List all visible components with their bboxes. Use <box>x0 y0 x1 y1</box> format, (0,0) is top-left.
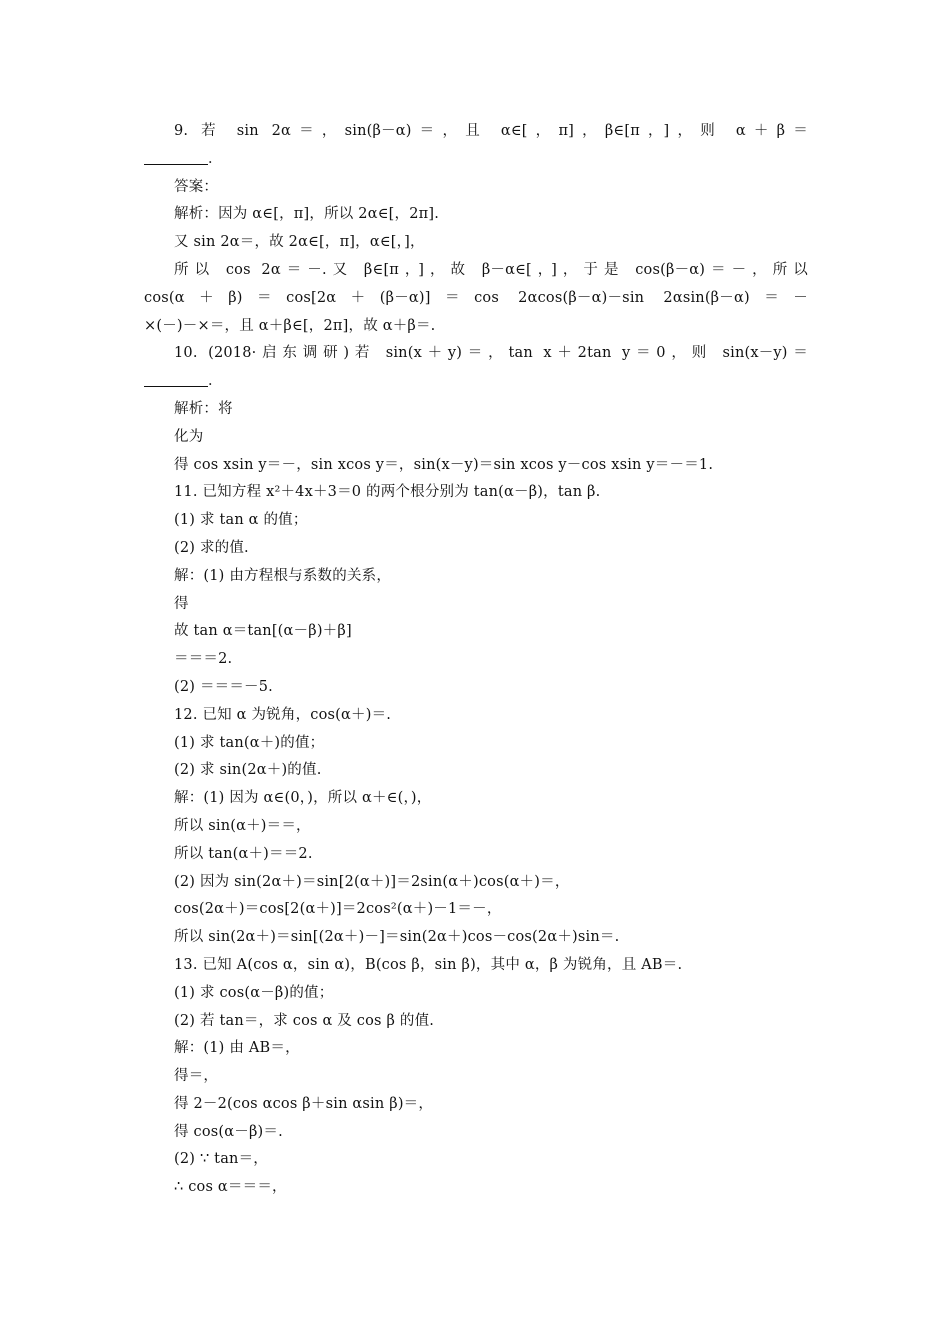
text-line <box>144 896 808 924</box>
line-text: cos(2α＋)＝cos[2(α＋)]＝2cos²(α＋)－1＝－， <box>174 901 502 918</box>
line-text: 解：(1) 由 AB＝， <box>174 1040 300 1057</box>
text-line <box>144 368 808 396</box>
line-text: 解：(1) 因为 α∈(0，)，所以 α＋∈(，)， <box>174 790 432 807</box>
text-line <box>144 757 808 785</box>
line-text: 故 tan α＝tan[(α－β)＋β] <box>174 623 352 640</box>
line-text: 所以 tan(α＋)＝＝2. <box>174 845 313 862</box>
text-line <box>144 869 808 897</box>
text-line <box>144 146 808 174</box>
text-line <box>144 174 808 202</box>
text-line <box>144 730 808 758</box>
text-line <box>144 563 808 591</box>
text-line <box>144 785 808 813</box>
line-text: 所以 sin(2α＋)＝sin[(2α＋)－]＝sin(2α＋)cos－cos(2α＋)sin＝. <box>174 929 620 946</box>
text-line <box>144 535 808 563</box>
text-line <box>144 118 808 146</box>
line-text: (1) 求 tan(α＋)的值； <box>174 734 325 751</box>
text-line <box>144 507 808 535</box>
text-line <box>144 924 808 952</box>
text-line <box>144 1063 808 1091</box>
text-line <box>144 285 808 313</box>
line-text: 所以 sin(α＋)＝＝， <box>174 817 311 834</box>
line-text: (2) 若 tan＝，求 cos α 及 cos β 的值. <box>174 1012 435 1029</box>
line-text: ． <box>208 150 223 167</box>
text-line <box>144 479 808 507</box>
line-text: ＝＝＝2. <box>174 651 233 668</box>
text-line <box>144 1008 808 1036</box>
line-text: (1) 求 tan α 的值； <box>174 512 308 529</box>
text-line <box>144 229 808 257</box>
line-text: ×(－)－×＝，且 α＋β∈[，2π]，故 α＋β＝. <box>144 317 436 334</box>
text-line <box>144 1174 808 1202</box>
answer-blank <box>144 148 208 165</box>
line-text: 11. 已知方程 x²＋4x＋3＝0 的两个根分别为 tan(α－β)，tan β. <box>174 484 601 501</box>
text-line <box>144 452 808 480</box>
text-line <box>144 1035 808 1063</box>
text-line <box>144 1146 808 1174</box>
text-line <box>144 674 808 702</box>
text-line <box>144 201 808 229</box>
text-line <box>144 702 808 730</box>
text-line <box>144 952 808 980</box>
text-line <box>144 1091 808 1119</box>
line-text: 得＝， <box>174 1068 219 1085</box>
math-solutions-text <box>144 118 808 1202</box>
text-line <box>144 591 808 619</box>
line-text: 解：(1) 由方程根与系数的关系， <box>174 567 392 584</box>
line-text: ∴ cos α＝＝＝， <box>174 1179 287 1196</box>
line-text: (1) 求 cos(α－β)的值； <box>174 984 334 1001</box>
line-text: (2) 因为 sin(2α＋)＝sin[2(α＋)]＝2sin(α＋)cos(α＋)＝， <box>174 873 570 890</box>
line-text: 所以 cos 2α＝－.又 β∈[π，]，故 β－α∈[，]，于是 cos(β－α)＝－，所以 <box>174 261 808 278</box>
line-text: 10. (2018·启东调研)若 sin(x＋y)＝，tan x＋2tan y＝0，则 sin(x－y)＝ <box>174 345 808 362</box>
line-text: 9. 若 sin 2α＝，sin(β－α)＝，且 α∈[，π]，β∈[π，]，则 α＋β＝ <box>174 123 808 139</box>
line-text: 解析：因为 α∈[，π]，所以 2α∈[，2π]. <box>174 206 440 223</box>
text-line <box>144 1119 808 1147</box>
line-text: cos(α＋β)＝cos[2α＋(β－α)]＝cos 2αcos(β－α)－sin 2αsin(β－α)＝－ <box>144 289 808 306</box>
text-line <box>144 813 808 841</box>
line-text: (2) 求 sin(2α＋)的值. <box>174 762 322 779</box>
line-text: ． <box>208 373 223 390</box>
text-line <box>144 313 808 341</box>
answer-blank <box>144 370 208 387</box>
text-line <box>144 340 808 368</box>
line-text: 得 2－2(cos αcos β＋sin αsin β)＝， <box>174 1095 434 1112</box>
line-text: 又 sin 2α＝，故 2α∈[，π]，α∈[，]， <box>174 234 425 251</box>
text-line <box>144 841 808 869</box>
line-text: 12. 已知 α 为锐角，cos(α＋)＝. <box>174 706 392 723</box>
line-text: 化为 <box>174 428 204 445</box>
line-text: (2) ∵ tan＝， <box>174 1151 268 1168</box>
line-text: 得 <box>174 595 189 612</box>
text-line <box>144 646 808 674</box>
text-line <box>144 618 808 646</box>
line-text: 得 cos(α－β)＝. <box>174 1123 283 1140</box>
line-text: (2) 求的值. <box>174 539 249 556</box>
line-text: 得 cos xsin y＝－，sin xcos y＝，sin(x－y)＝sin xcos y－cos xsin y＝－＝1. <box>174 456 714 473</box>
line-text: 解析：将 <box>174 400 233 417</box>
text-line <box>144 980 808 1008</box>
text-line <box>144 257 808 285</box>
line-text: 答案： <box>174 178 219 195</box>
text-line <box>144 424 808 452</box>
line-text: (2) ＝＝＝－5. <box>174 678 273 695</box>
line-text: 13. 已知 A(cos α，sin α)，B(cos β，sin β)，其中 α，β 为锐角，且 AB＝. <box>174 956 683 973</box>
text-line <box>144 396 808 424</box>
